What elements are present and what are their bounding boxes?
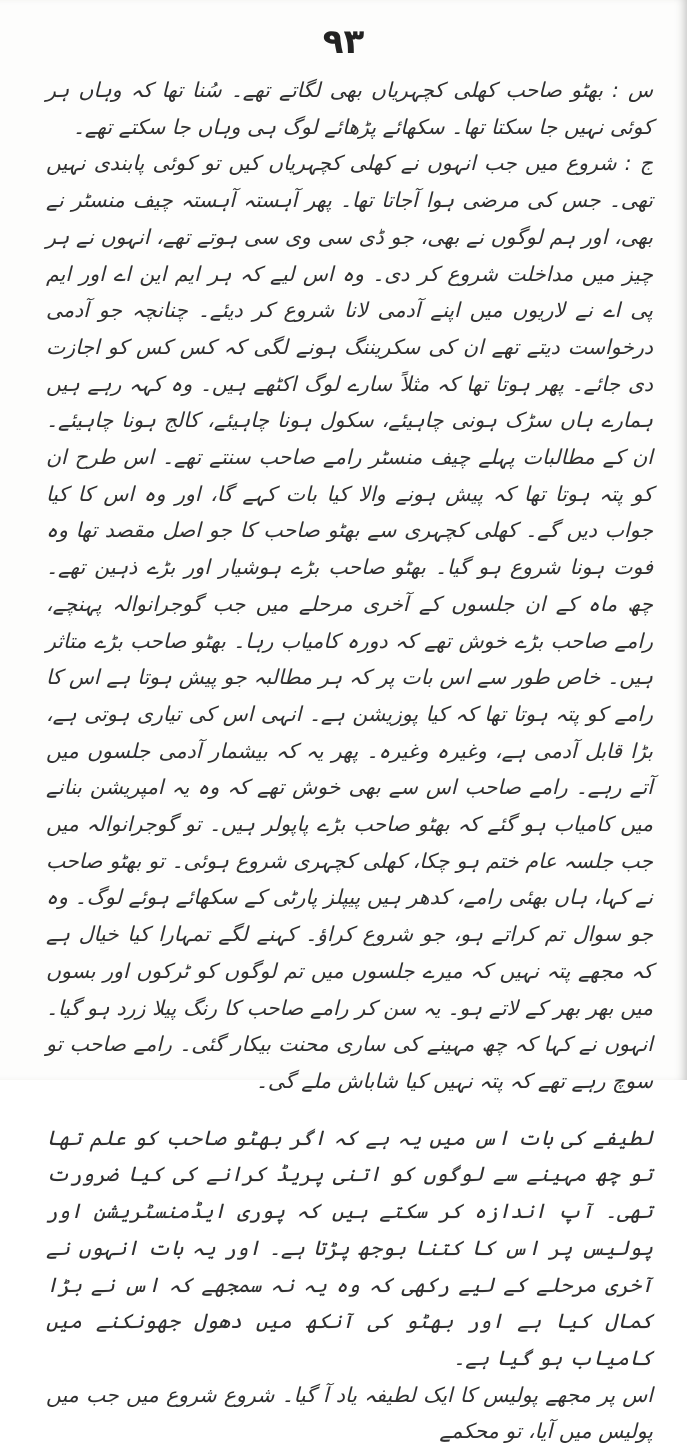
- page-number: ۹۳: [322, 22, 365, 62]
- paragraph-anecdote: لطیفے کی بات اس میں یہ ہے کہ اگر بھٹو صاحب کو علم تھا تو چھ مہینے سے لوگوں کو اتنی پریڈ کرانے کی کیا ضرورت تھی۔ آپ اندازہ کر سکتے ہیں کہ پوری ایڈمنسٹریشن اور پولیس پر اس کا کتنا بوجھ پڑتا ہے۔ اور یہ بات انہوں نے آخری مرحلے کے لیے رکھی کہ وہ یہ نہ سمجھے کہ اس نے بڑا کمال کیا ہے اور بھٹو کی آنکھ میں دھول جھونکنے میں کامیاب ہو گیا ہے۔: [46, 1125, 653, 1370]
- page-body-text: [46, 72, 653, 1450]
- paragraph-continuation: اس پر مجھے پولیس کا ایک لطیفہ یاد آ گیا۔ شروع شروع میں جب میں پولیس میں آیا، تو محکمے: [46, 1382, 653, 1444]
- paragraph-question: س : بھٹو صاحب کھلی کچہریاں بھی لگاتے تھے۔ سُنا تھا کہ وہاں ہر کوئی نہیں جا سکتا تھا۔ سکھائے پڑھائے لوگ ہی وہاں جا سکتے تھے۔: [46, 78, 653, 139]
- paragraph-answer: ج : شروع میں جب انہوں نے کھلی کچہریاں کیں تو کوئی پابندی نہیں تھی۔ جس کی مرضی ہوا آجاتا تھا۔ پھر آہستہ آہستہ چیف منسٹر نے بھی، اور ہم لوگوں نے بھی، جو ڈی سی وی سی ہوتے تھے، انہوں نے ہر چیز میں مداخلت شروع کر دی۔ وہ اس لیے کہ ہر ایم این اے اور ایم پی اے نے لاریوں میں اپنے آدمی لانا شروع کر دیئے۔ چنانچہ جو آدمی درخواست دیتے تھے ان کی سکریننگ ہونے لگی کہ کس کس کو اجازت دی جائے۔ پھر ہوتا تھا کہ مثلاً سارے لوگ اکٹھے ہیں۔ وہ کہہ رہے ہیں ہمارے ہاں سڑک ہونی چاہیئے، سکول ہونا چاہیئے، کالج ہونا چاہیئے۔ ان کے مطالبات پہلے چیف منسٹر رامے صاحب سنتے تھے۔ اس طرح ان کو پتہ ہوتا تھا کہ پیش ہونے والا کیا بات کہے گا، اور وہ اس کا کیا جواب دیں گے۔ کھلی کچہری سے بھٹو صاحب کا جو اصل مقصد تھا وہ فوت ہونا شروع ہو گیا۔ بھٹو صاحب بڑے ہوشیار اور بڑے ذہین تھے۔ چھ ماہ کے ان جلسوں کے آخری مرحلے میں جب گوجرانوالہ پہنچے، رامے صاحب بڑے خوش تھے کہ دورہ کامیاب رہا۔ بھٹو صاحب بڑے متاثر ہیں۔ خاص طور سے اس بات پر کہ ہر مطالبہ جو پیش ہوتا ہے اس کا رامے کو پتہ ہوتا تھا کہ کیا پوزیشن ہے۔ انہی اس کی تیاری ہوتی ہے، بڑا قابل آدمی ہے، وغیرہ وغیرہ۔ پھر یہ کہ بیشمار آدمی جلسوں میں آتے رہے۔ رامے صاحب اس سے بھی خوش تھے کہ وہ یہ امپریشن بنانے میں کامیاب ہو گئے کہ بھٹو صاحب بڑے پاپولر ہیں۔ تو گوجرانوالہ میں جب جلسہ عام ختم ہو چکا، کھلی کچہری شروع ہوئی۔ تو بھٹو صاحب نے کہا، ہاں بھئی رامے، کدھر ہیں پیپلز پارٹی کے سکھائے ہوئے لوگ۔ وہ جو سوال تم کراتے ہو، جو شروع کراؤ۔ کہنے لگے تمہارا کیا خیال ہے کہ مجھے پتہ نہیں کہ میرے جلسوں میں تم لوگوں کو ٹرکوں اور بسوں میں بھر بھر کے لاتے ہو۔ یہ سن کر رامے صاحب کا رنگ پیلا زرد ہو گیا۔ انہوں نے کہا کہ چھ مہینے کی ساری محنت بیکار گئی۔ رامے صاحب تو سوچ رہے تھے کہ پتہ نہیں کیا شاباش ملے گی۔: [46, 151, 653, 1093]
